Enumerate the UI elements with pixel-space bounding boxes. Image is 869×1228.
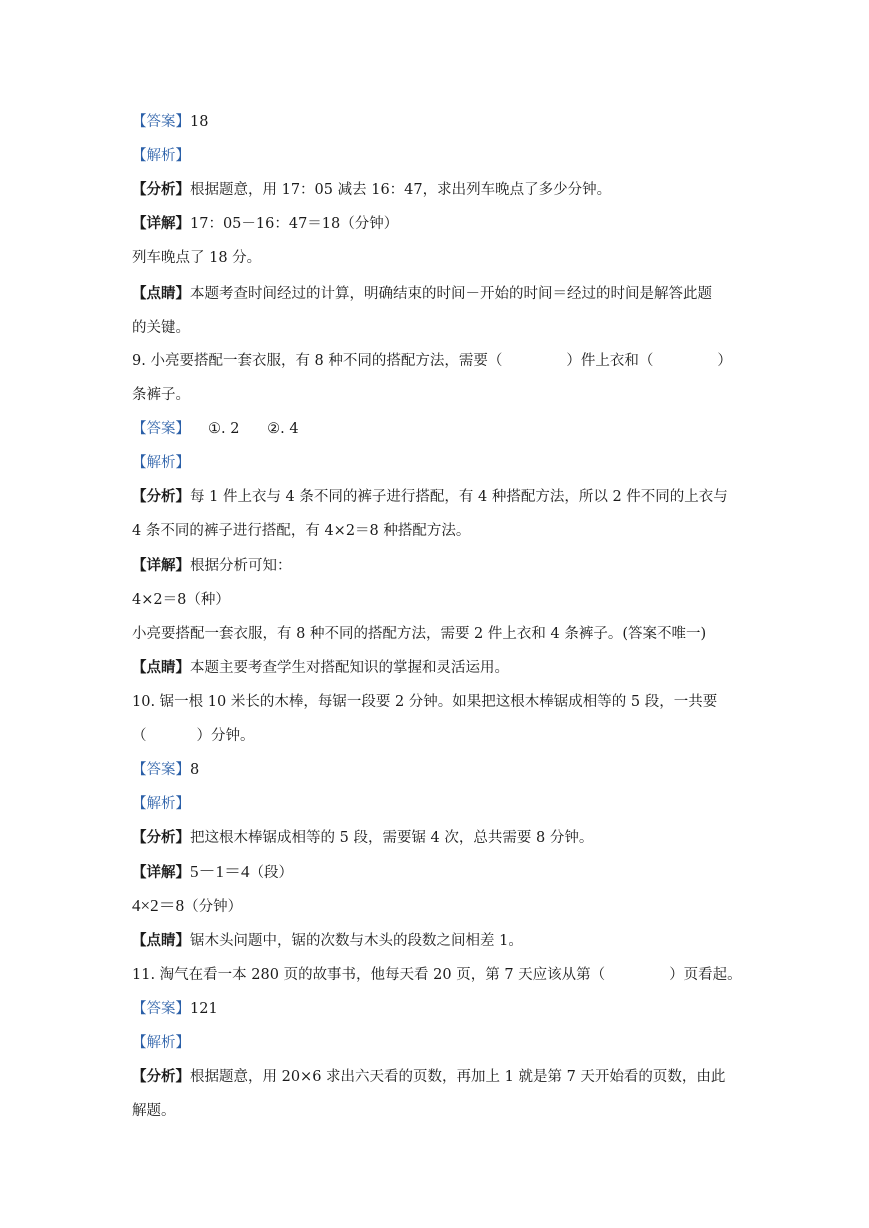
q9-text-cont: 条裤子。 xyxy=(132,387,190,403)
fenxi-tag: 【分析】 xyxy=(132,488,190,505)
q9-answer-line xyxy=(132,419,299,439)
analysis-tag: 【解析】 xyxy=(132,455,190,471)
q11-text-b: ）页看起。 xyxy=(669,967,742,983)
xiangjie-text: 根据分析可知： xyxy=(190,558,292,574)
q11-text-a: 11. 淘气在看一本 280 页的故事书，他每天看 20 页，第 7 天应该从第（ xyxy=(132,967,606,983)
xiangjie-tag: 【详解】 xyxy=(132,864,190,881)
xiangjie-tag: 【详解】 xyxy=(132,215,190,232)
analysis-tag: 【解析】 xyxy=(132,148,190,164)
math-formula: 4×2＝8 xyxy=(132,896,185,915)
answer-tag: 【答案】 xyxy=(132,421,190,437)
fenxi-text: 每 1 件上衣与 4 条不同的裤子进行搭配，有 4 种搭配方法，所以 2 件不同的上衣与 xyxy=(190,489,728,505)
xiangjie-line xyxy=(132,862,293,883)
xiangjie-line xyxy=(132,214,398,234)
dianjing-line xyxy=(132,658,509,678)
question-10: 10. 锯一根 10 米长的木棒，每锯一段要 2 分钟。如果把这根木棒锯成相等的 5 段，一共要 xyxy=(132,694,718,710)
conclusion-text: 列车晚点了 18 分。 xyxy=(132,250,262,266)
q11-answer-line xyxy=(132,999,218,1019)
dianjing-text: 本题主要考查学生对搭配知识的掌握和灵活运用。 xyxy=(190,660,509,676)
answer-tag: 【答案】 xyxy=(132,1001,190,1017)
answer-text: 18 xyxy=(190,114,209,130)
xiangjie-text: 17：05－16：47＝18（分钟） xyxy=(190,216,399,232)
dianjing-line xyxy=(132,284,712,304)
dianjing-tag: 【点睛】 xyxy=(132,285,190,302)
question-11 xyxy=(132,965,742,985)
answer-line xyxy=(132,112,208,132)
analysis-tag: 【解析】 xyxy=(132,796,190,812)
answer-text: 121 xyxy=(190,1001,218,1017)
dianjing-text: 本题考查时间经过的计算，明确结束的时间－开始的时间＝经过的时间是解答此题 xyxy=(190,286,712,302)
fenxi-text: 把这根木棒锯成相等的 5 段，需要锯 4 次，总共需要 8 分钟。 xyxy=(190,830,594,846)
dianjing-text: 锯木头问题中，锯的次数与木头的段数之间相差 1。 xyxy=(190,933,523,949)
fenxi-line xyxy=(132,180,611,200)
calc-text: 4×2＝8（种） xyxy=(132,592,230,608)
q10-text-b: ）分钟。 xyxy=(196,728,255,744)
q9-text-b: ）件上衣和（ xyxy=(566,353,654,369)
answer-text: 8 xyxy=(190,762,200,778)
fenxi-text-cont: 4 条不同的裤子进行搭配，有 4×2＝8 种搭配方法。 xyxy=(132,523,471,539)
fenxi-line xyxy=(132,828,593,848)
q10-text-a: （ xyxy=(132,728,147,744)
dianjing-line xyxy=(132,931,523,951)
fenxi-line xyxy=(132,487,728,507)
q9-text-a: 9. 小亮要搭配一套衣服，有 8 种不同的搭配方法，需要（ xyxy=(132,353,503,369)
unit-text: （段） xyxy=(249,865,293,881)
conclusion-text: 小亮要搭配一套衣服，有 8 种不同的搭配方法，需要 2 件上衣和 4 条裤子。(答案不唯一) xyxy=(132,626,707,642)
calc-line xyxy=(132,896,242,917)
unit-text: （分钟） xyxy=(184,899,243,915)
question-9 xyxy=(132,351,732,371)
fenxi-text: 根据题意，用 20×6 求出六天看的页数，再加上 1 就是第 7 天开始看的页数，由此 xyxy=(190,1069,726,1085)
question-10-cont xyxy=(132,726,255,746)
q10-answer-line xyxy=(132,760,199,780)
q9-text-c: ） xyxy=(717,353,732,369)
fenxi-text: 根据题意，用 17：05 减去 16：47，求出列车晚点了多少分钟。 xyxy=(190,182,612,198)
fenxi-tag: 【分析】 xyxy=(132,829,190,846)
dianjing-tag: 【点睛】 xyxy=(132,659,190,676)
answer-tag: 【答案】 xyxy=(132,762,190,778)
fenxi-text-cont: 解题。 xyxy=(132,1103,176,1119)
answer-text: ①. 2 ②. 4 xyxy=(208,421,299,437)
math-formula: 5－1＝4 xyxy=(190,862,250,881)
answer-tag: 【答案】 xyxy=(132,114,190,130)
dianjing-text-cont: 的关键。 xyxy=(132,320,190,336)
fenxi-tag: 【分析】 xyxy=(132,181,190,198)
xiangjie-line xyxy=(132,556,292,576)
fenxi-line xyxy=(132,1067,725,1087)
fenxi-tag: 【分析】 xyxy=(132,1068,190,1085)
xiangjie-tag: 【详解】 xyxy=(132,557,190,574)
dianjing-tag: 【点睛】 xyxy=(132,932,190,949)
analysis-tag: 【解析】 xyxy=(132,1035,190,1051)
